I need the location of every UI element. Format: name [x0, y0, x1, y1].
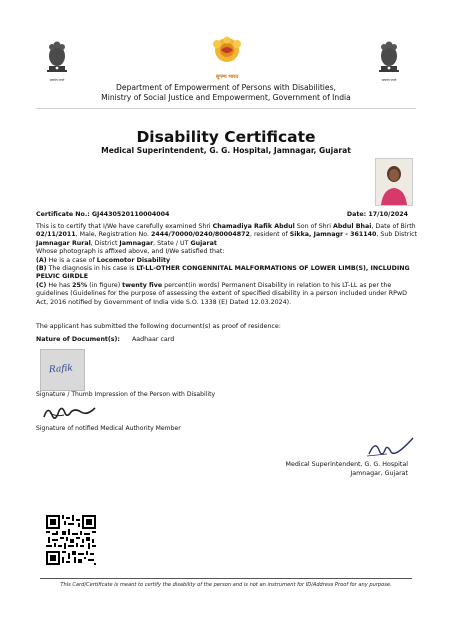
- qr-code-icon: [46, 515, 96, 565]
- certificate-date: 17/10/2024: [368, 211, 408, 218]
- sub-district: Jamnagar Rural: [36, 239, 91, 247]
- accessible-india-logo-icon: [207, 36, 247, 70]
- applicant-signature-box: [40, 349, 85, 391]
- clause-c: [36, 282, 418, 307]
- applicant-signature: Rafik: [48, 363, 74, 376]
- disability-type: Locomotor Disability: [96, 256, 171, 264]
- department-heading: [0, 83, 452, 103]
- clause-label: (A): [36, 256, 47, 264]
- body-text: He is a case of: [46, 256, 97, 264]
- applicant-name: Chamadiya Rafik Abdul: [212, 223, 295, 230]
- department-line-2: Ministry of Social Justice and Empowerment, Government of India: [101, 93, 351, 102]
- registration-number: 2444/70000/0240/80004872: [151, 231, 250, 239]
- body-text: This is to certify that I/We have carefully examined Shri: [36, 223, 213, 230]
- date-of-birth: 02/11/2011: [36, 231, 76, 239]
- date-label: Date:: [346, 211, 367, 218]
- body-text: percent(in words) Permanent Disability in relation to his LT-LL as per the guidelines (Guidelines for the purpose of assessing the extent of specified disability in a person included under RPwD Act, 2016 notified by Government of India vide S.O. 1338 (E) Dated 12.03.2024).: [36, 281, 407, 306]
- body-paragraph-2: Whose photograph is affixed above, and I/We satisfied that:: [36, 248, 225, 256]
- body-text: , Male, Registration No.: [75, 231, 152, 239]
- department-line-1: Department of Empowerment of Persons with Disabilities,: [116, 83, 336, 92]
- applicant-signature-caption: Signature / Thumb Impression of the Person with Disability: [36, 391, 216, 398]
- body-text: Son of Shri: [294, 223, 333, 230]
- clause-b: [36, 265, 418, 282]
- certificate-number-label: Certificate No.:: [36, 211, 90, 218]
- emblem-caption-right: सत्यमेव जयते: [381, 78, 397, 82]
- nature-value: Aadhaar card: [132, 336, 175, 343]
- applicant-photo: [375, 158, 413, 206]
- certificate-title: Disability Certificate: [136, 128, 316, 146]
- issuing-officer: [258, 461, 408, 478]
- right-emblem: [372, 38, 406, 82]
- officer-line-2: Jamnagar, Gujarat: [350, 469, 408, 477]
- body-text: , State / UT: [153, 239, 191, 247]
- clause-label: (C): [36, 281, 47, 289]
- certificate-date-row: [347, 211, 408, 218]
- certificate-issuer: Medical Superintendent, G. G. Hospital, Jamnagar, Gujarat: [101, 146, 351, 155]
- officer-signature-icon: [365, 436, 415, 460]
- nature-label: Nature of Document(s):: [36, 336, 120, 343]
- accessible-india-logo: [207, 36, 247, 80]
- nature-of-documents: [36, 336, 174, 343]
- body-text: , Date of Birth: [371, 223, 416, 230]
- national-emblem-icon: [45, 38, 69, 74]
- body-text: (in figure): [87, 281, 123, 289]
- body-text: , District: [90, 239, 120, 247]
- footer-divider: [40, 578, 412, 579]
- footer-disclaimer: This Card/Certificate is meant to certify the disability of the person and is not an instrument for ID/Address Proof for any purpose.: [60, 582, 392, 588]
- district: Jamnagar: [119, 239, 154, 247]
- clause-a: [36, 257, 418, 265]
- state: Gujarat: [190, 239, 217, 247]
- body-text: , resident of: [249, 231, 290, 239]
- certificate-number: GJ4430520110004004: [91, 211, 170, 218]
- body-paragraph-1: [36, 223, 418, 248]
- documents-intro: The applicant has submitted the following document(s) as proof of residence:: [36, 323, 281, 330]
- authority-signature-icon: [40, 403, 100, 423]
- body-text: , Sub District: [376, 231, 417, 239]
- header-divider: [36, 108, 416, 109]
- diagnosis: LT-LL-OTHER CONGENNITAL MALFORMATIONS OF LOWER LIMB(S), INCLUDING PELVIC GIRDLE: [36, 265, 410, 281]
- father-name: Abdul Bhai: [332, 223, 372, 230]
- officer-line-1: Medical Superintendent, G. G. Hospital: [285, 461, 408, 468]
- person-photo-icon: [376, 159, 412, 205]
- emblem-caption-left: सत्यमेव जयते: [49, 78, 65, 82]
- certificate-number-row: [36, 211, 169, 218]
- logo-text: सुगम्य भारत: [215, 74, 239, 80]
- disability-percent-words: twenty five: [122, 281, 163, 289]
- clause-label: (B): [36, 265, 47, 273]
- national-emblem-icon: [377, 38, 401, 74]
- left-emblem: [40, 38, 74, 82]
- body-text: The diagnosis in his case is: [46, 265, 137, 273]
- authority-signature-caption: Signature of notified Medical Authority Member: [36, 425, 181, 432]
- residence: Sikka, Jamnagr - 361140: [289, 231, 377, 239]
- body-text: He has: [46, 281, 73, 289]
- certificate-body: [36, 223, 418, 307]
- disability-percent: 25%: [72, 281, 88, 289]
